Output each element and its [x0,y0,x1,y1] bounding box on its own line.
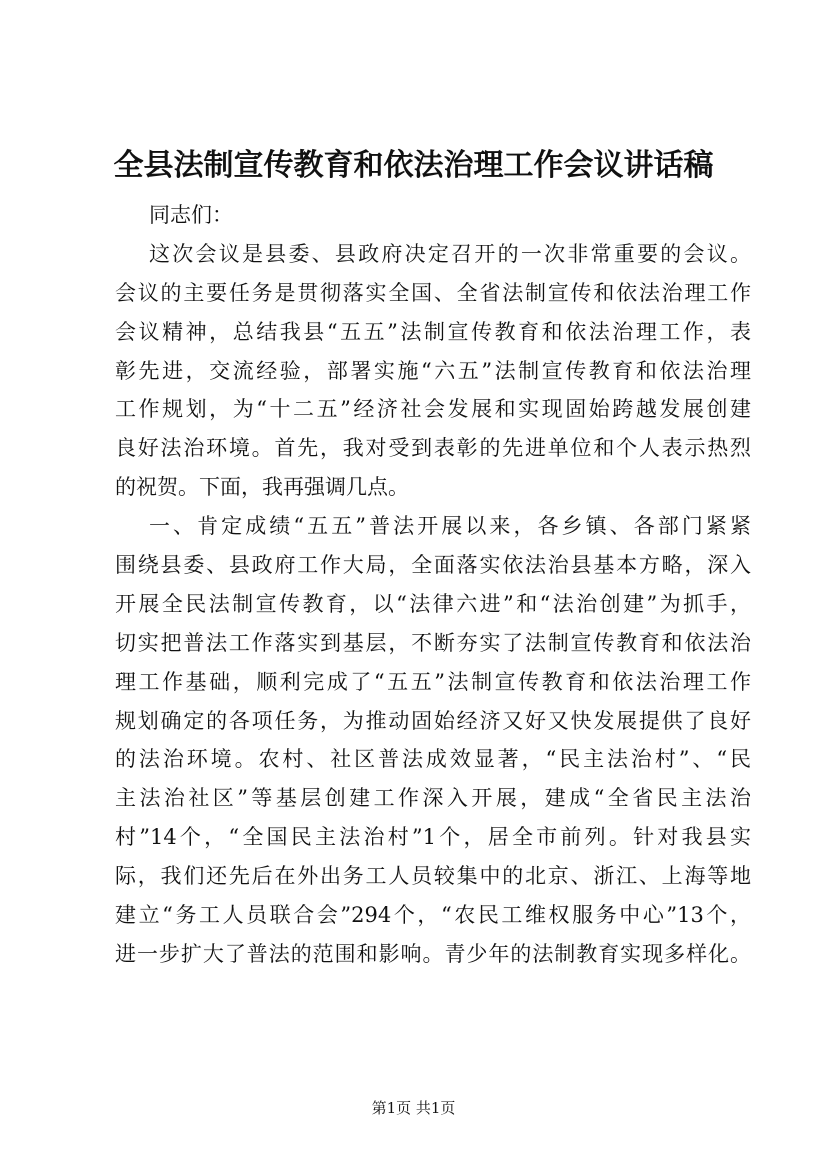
body-line: 良好法治环境。首先，我对受到表彰的先进单位和个人表示热烈 [115,436,751,461]
body-line: 工作规划，为“十二五”经济社会发展和实现固始跨越发展创建 [115,397,751,422]
document-title: 全县法制宣传教育和依法治理工作会议讲话稿 [113,148,714,183]
body-line: 际，我们还先后在外出务工人员较集中的北京、浙江、上海等地 [115,864,751,889]
body-line: 的祝贺。下面，我再强调几点。 [115,475,409,500]
body-line: 理工作基础，顺利完成了“五五”法制宣传教育和依法治理工作 [115,669,751,694]
body-line: 切实把普法工作落实到基层，不断夯实了法制宣传教育和依法治 [115,630,751,655]
body-line: 开展全民法制宣传教育，以“法律六进”和“法治创建”为抓手， [115,591,751,616]
body-line: 会议的主要任务是贯彻落实全国、全省法制宣传和依法治理工作 [115,280,751,305]
body-line: 会议精神，总结我县“五五”法制宣传教育和依法治理工作，表 [115,319,751,344]
body-line: 围绕县委、县政府工作大局，全面落实依法治县基本方略，深入 [115,553,751,578]
greeting-line: 同志们： [149,203,233,227]
body-line: 村”14个，“全国民主法治村”1个，居全市前列。针对我县实 [115,825,751,850]
body-line: 主法治社区”等基层创建工作深入开展，建成“全省民主法治 [115,786,751,811]
body-line: 建立“务工人员联合会”294个，“农民工维权服务中心”13个， [115,903,751,928]
body-line: 彰先进，交流经验，部署实施“六五”法制宣传教育和依法治理 [115,358,751,383]
body-line: 规划确定的各项任务，为推动固始经济又好又快发展提供了良好 [115,708,751,733]
document-body [115,196,751,974]
body-line: 这次会议是县委、县政府决定召开的一次非常重要的会议。 [149,241,751,266]
page-footer: 第1页 共1页 [371,1099,456,1117]
body-line: 一、肯定成绩“五五”普法开展以来，各乡镇、各部门紧紧 [149,514,751,539]
body-line: 进一步扩大了普法的范围和影响。青少年的法制教育实现多样化。 [115,941,751,966]
body-line: 的法治环境。农村、社区普法成效显著，“民主法治村”、“民 [115,747,751,772]
